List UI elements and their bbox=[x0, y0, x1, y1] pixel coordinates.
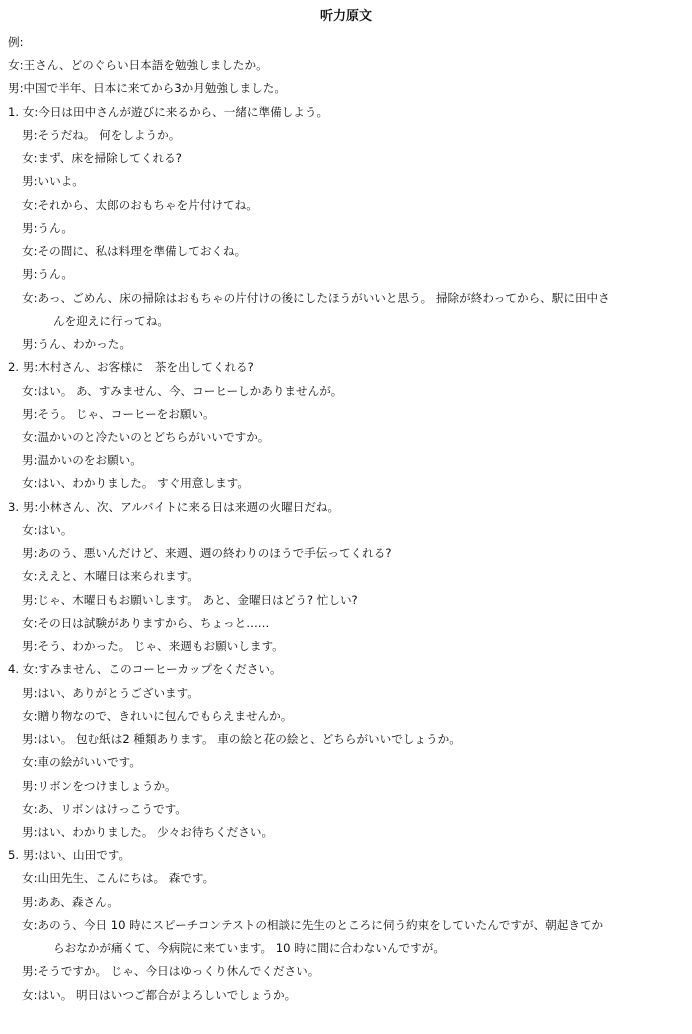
transcript-line: らおなかが痛くて、今病院に来ています。 10 時に間に合わないんですが。 bbox=[53, 941, 445, 956]
transcript-line: 女:はい、わかりました。 すぐ用意します。 bbox=[22, 476, 249, 491]
transcript-body bbox=[0, 31, 692, 1007]
transcript-line: 男:はい。 包む紙は2 種類あります。 車の絵と花の絵と、どちらがいいでしょうか。 bbox=[22, 732, 461, 747]
transcript-line: 男:そうですか。 じゃ、今日はゆっくり休んでください。 bbox=[22, 964, 320, 979]
transcript-line: 男:はい、ありがとうございます。 bbox=[22, 685, 199, 700]
transcript-line: 女:はい。 明日はいつご都合がよろしいでしょうか。 bbox=[22, 987, 297, 1002]
transcript-line: 男:中国で半年、日本に来てから3か月勉強しました。 bbox=[8, 81, 286, 96]
transcript-line: 女:ええと、木曜日は来られます。 bbox=[22, 569, 199, 584]
transcript-line: 男:そう。 じゃ、コーヒーをお願い。 bbox=[22, 406, 215, 421]
transcript-line: 女:温かいのと冷たいのとどちらがいいですか。 bbox=[22, 429, 270, 444]
transcript-line: 男:リボンをつけましょうか。 bbox=[22, 778, 177, 793]
transcript-line: 男:じゃ、木曜日もお願いします。 あと、金曜日はどう? 忙しい? bbox=[22, 592, 358, 607]
transcript-line: 女:王さん、どのぐらい日本語を勉強しましたか。 bbox=[8, 58, 268, 73]
transcript-line: 女:あっ、ごめん、床の掃除はおもちゃの片付けの後にしたほうがいいと思う。 掃除が終わってから、駅に田中さ bbox=[22, 290, 610, 305]
transcript-line: 女:はい。 bbox=[22, 522, 73, 537]
transcript-line: 女:贈り物なので、きれいに包んでもらえませんか。 bbox=[22, 708, 293, 723]
transcript-line: 5. 男:はい、山田です。 bbox=[8, 848, 131, 863]
transcript-line: 3. 男:小林さん、次、アルバイトに来る日は来週の火曜日だね。 bbox=[8, 499, 340, 514]
transcript-line: 女:車の絵がいいです。 bbox=[22, 755, 141, 770]
transcript-line: 女:あ、リボンはけっこうです。 bbox=[22, 801, 187, 816]
transcript-line: 男:そう、わかった。 じゃ、来週もお願いします。 bbox=[22, 639, 284, 654]
transcript-line: 女:まず、床を掃除してくれる? bbox=[22, 151, 182, 166]
transcript-line: 女:山田先生、こんにちは。 森です。 bbox=[22, 871, 215, 886]
transcript-line: んを迎えに行ってね。 bbox=[53, 313, 169, 328]
transcript-line: 女:はい。 あ、すみません、今、コーヒーしかありませんが。 bbox=[22, 383, 343, 398]
transcript-line: 女:その日は試験がありますから、ちょっと…… bbox=[22, 615, 270, 630]
transcript-line: 男:うん。 bbox=[22, 267, 73, 282]
transcript-line: 女:それから、太郎のおもちゃを片付けてね。 bbox=[22, 197, 258, 212]
page-title: 听力原文 bbox=[319, 9, 372, 24]
transcript-line: 例: bbox=[8, 35, 24, 49]
transcript-line: 1. 女:今日は田中さんが遊びに来るから、一緒に準備しよう。 bbox=[8, 104, 329, 119]
transcript-line: 男:そうだね。 何をしようか。 bbox=[22, 127, 181, 142]
transcript-line: 男:うん、わかった。 bbox=[22, 337, 131, 352]
transcript-line: 男:いいよ。 bbox=[22, 174, 84, 189]
transcript-line: 2. 男:木村さん、お客様に 茶を出してくれる? bbox=[8, 360, 254, 375]
transcript-line: 4. 女:すみません、このコーヒーカップをください。 bbox=[8, 662, 282, 677]
transcript-line: 男:はい、わかりました。 少々お待ちください。 bbox=[22, 824, 274, 839]
transcript-line: 男:うん。 bbox=[22, 220, 73, 235]
transcript-line: 男:あのう、悪いんだけど、来週、週の終わりのほうで手伝ってくれる? bbox=[22, 546, 392, 561]
transcript-line: 男:ああ、森さん。 bbox=[22, 894, 119, 909]
transcript-line: 女:あのう、今日 10 時にスピーチコンテストの相談に先生のところに伺う約束をしていたんですが、朝起きてか bbox=[22, 917, 604, 932]
transcript-line: 女:その間に、私は料理を準備しておくね。 bbox=[22, 244, 247, 259]
transcript-line: 男:温かいのをお願い。 bbox=[22, 453, 142, 468]
